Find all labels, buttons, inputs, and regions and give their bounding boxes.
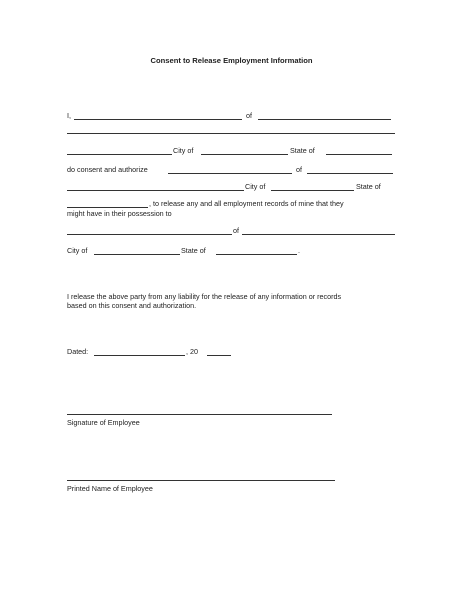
year-blank[interactable] [207,355,231,356]
state-blank-2[interactable] [67,207,148,208]
city-label-1: City of [173,146,194,155]
of-blank-1[interactable] [258,119,391,120]
release-records-text: , to release any and all employment records of mine that they [149,199,344,208]
of-label-2: of [296,165,302,174]
release-line-2: based on this consent and authorization. [67,301,197,310]
state-label-1: State of [290,146,315,155]
city-blank-2[interactable] [271,190,354,191]
document-title: Consent to Release Employment Information [150,56,313,65]
of-blank-2[interactable] [307,173,393,174]
printed-name-line[interactable] [67,480,335,481]
authorized-party-blank[interactable] [168,173,292,174]
printed-name-label: Printed Name of Employee [67,484,153,493]
of-label-3: of [233,226,239,235]
signature-label: Signature of Employee [67,418,140,427]
possession-text: might have in their possession to [67,209,172,218]
address-blank[interactable] [67,133,395,134]
state-blank-1[interactable] [326,154,392,155]
date-blank[interactable] [94,355,185,356]
city-blank-3[interactable] [94,254,180,255]
city-blank-1[interactable] [201,154,288,155]
release-line-1: I release the above party from any liability for the release of any information or records [67,292,342,301]
period: . [298,246,300,255]
state-label-2: State of [356,182,381,191]
street-blank-2[interactable] [67,190,244,191]
dated-label: Dated: [67,347,89,356]
consent-text: do consent and authorize [67,165,148,174]
state-label-3: State of [181,246,206,255]
recipient-blank[interactable] [67,234,232,235]
of-blank-3[interactable] [242,234,395,235]
i-label: I, [67,111,71,120]
state-blank-3[interactable] [216,254,297,255]
name-blank[interactable] [74,119,242,120]
year-prefix: , 20 [186,347,198,356]
signature-line[interactable] [67,414,332,415]
city-label-2: City of [245,182,266,191]
city-label-3: City of [67,246,88,255]
of-label: of [246,111,252,120]
street-blank-1[interactable] [67,154,172,155]
